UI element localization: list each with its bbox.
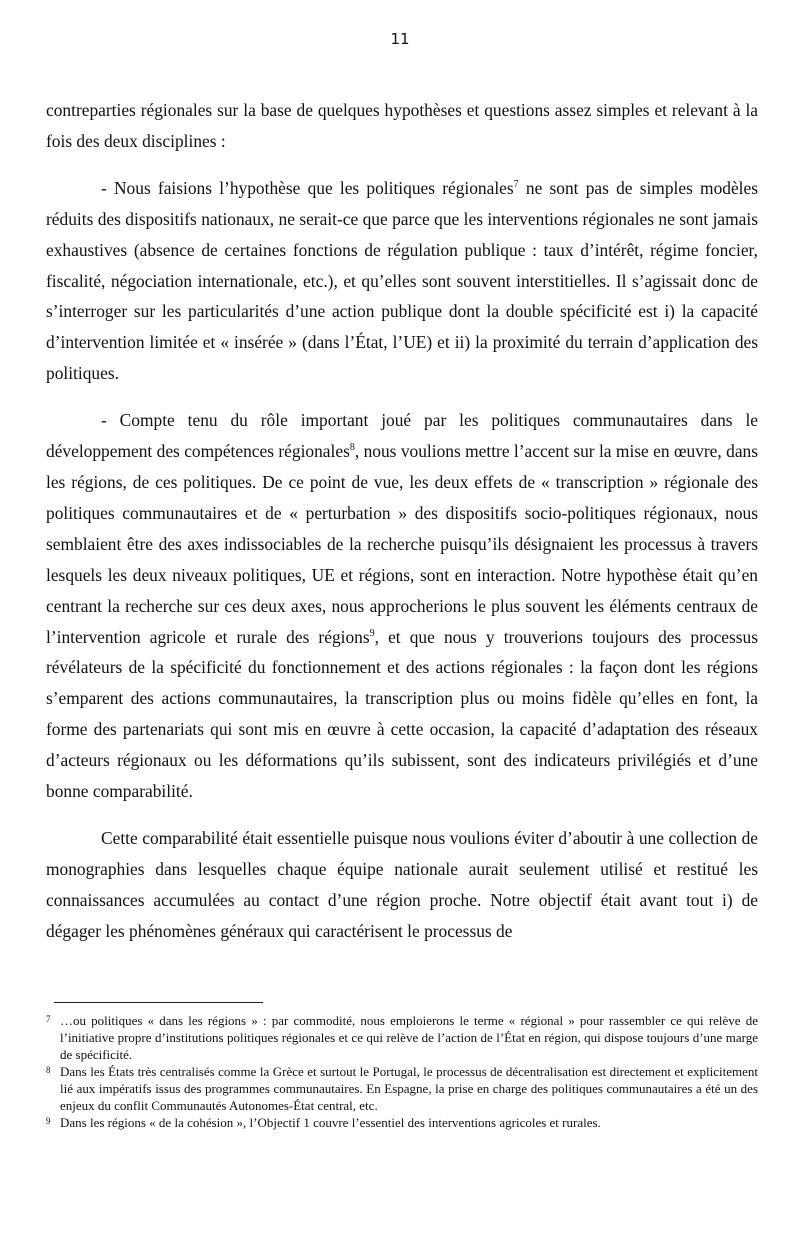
footnote	[46, 1063, 758, 1114]
paragraph-text: ne sont pas de simples modèles réduits des dispositifs nationaux, ne serait-ce que parce que les interventions régionales ne sont jamais exhaustives (absence de certaines fonctions de régulation publique : taux d’intérêt, régime foncier, fiscalité, négociation internationale, etc.), et qu’elles sont souvent interstitielles. Il s’agissait donc de s’interroger sur les particularités d’une action publique dont la double spécificité est i) la capacité d’intervention limitée et « insérée » (dans l’État, l’UE) et ii) la proximité du terrain d’application des politiques.	[46, 177, 758, 384]
page-number: 11	[390, 30, 410, 48]
paragraph-text: , et que nous y trouverions toujours des processus révélateurs de la spécificité du fonctionnement et des actions régionales : la façon dont les régions s’emparent des actions communautaires, la transcription plus ou moins fidèle qu’elles en font, la forme des partenariats qui sont mis en œuvre à cette occasion, la capacité d’adaptation des réseaux d’acteurs régionaux ou les déformations qu’ils subissent, sont des indicateurs privilégiés et d’une bonne comparabilité.	[46, 626, 759, 802]
paragraph	[46, 173, 758, 389]
paragraph: contreparties régionales sur la base de quelques hypothèses et questions assez simples et relevant à la fois des deux disciplines :	[46, 100, 758, 151]
paragraph-text: - Nous faisions l’hypothèse que les politiques régionales	[101, 177, 514, 198]
footnote-text: Dans les régions « de la cohésion », l’Objectif 1 couvre l’essentiel des interventions agricoles et rurales.	[60, 1115, 601, 1130]
footnote-text: Dans les États très centralisés comme la Grèce et surtout le Portugal, le processus de décentralisation est directement et explicitement lié aux impératifs issus des programmes communautaires. En Espagne, la prise en charge des politiques communautaires a été un des enjeux du conflit Communautés Autonomes-État central, etc.	[60, 1064, 758, 1113]
paragraph-text: , nous voulions mettre l’accent sur la mise en œuvre, dans les régions, de ces politiques. De ce point de vue, les deux effets de « transcription » régionale des politiques communautaires et de « perturbation » des dispositifs socio-politiques régionaux, nous semblaient être des axes indissociables de la recherche puisqu’ils désignaient les processus à travers lesquels les deux niveaux politiques, UE et régions, sont en interaction. Notre hypothèse était qu’en centrant la recherche sur ces deux axes, nous approcherions le plus souvent les éléments centraux de l’intervention agricole et rurale des régions	[46, 441, 759, 647]
footnote	[46, 1012, 758, 1063]
footnote-text: …ou politiques « dans les régions » : par commodité, nous emploierons le terme « régional » pour rassembler ce qui relève de l’initiative propre d’institutions politiques régionales et ce qui relève de l’action de l’État en région, qui dispose toujours d’une marge de spécificité.	[60, 1013, 758, 1062]
footnote-mark: 9	[46, 1116, 51, 1126]
footnote-reference: 9	[369, 627, 375, 639]
paragraph-text: - Compte tenu du rôle important joué par les politiques communautaires dans le développement des compétences régionales	[46, 410, 758, 462]
paragraph	[46, 405, 758, 807]
footnote-separator	[54, 1002, 263, 1003]
paragraph: Cette comparabilité était essentielle puisque nous voulions éviter d’aboutir à une collection de monographies dans lesquelles chaque équipe nationale aurait seulement utilisé et restitué les connaissances accumulées au contact d’une région proche. Notre objectif était avant tout i) de dégager les phénomènes généraux qui caractérisent le processus de	[46, 827, 758, 941]
footnote-reference: 7	[513, 179, 519, 191]
footnote-mark: 7	[46, 1014, 51, 1024]
footnote	[46, 1114, 758, 1131]
footnotes	[46, 1012, 758, 1131]
body-text	[46, 95, 758, 963]
footnote-reference: 8	[349, 442, 355, 454]
footnote-mark: 8	[46, 1065, 51, 1075]
